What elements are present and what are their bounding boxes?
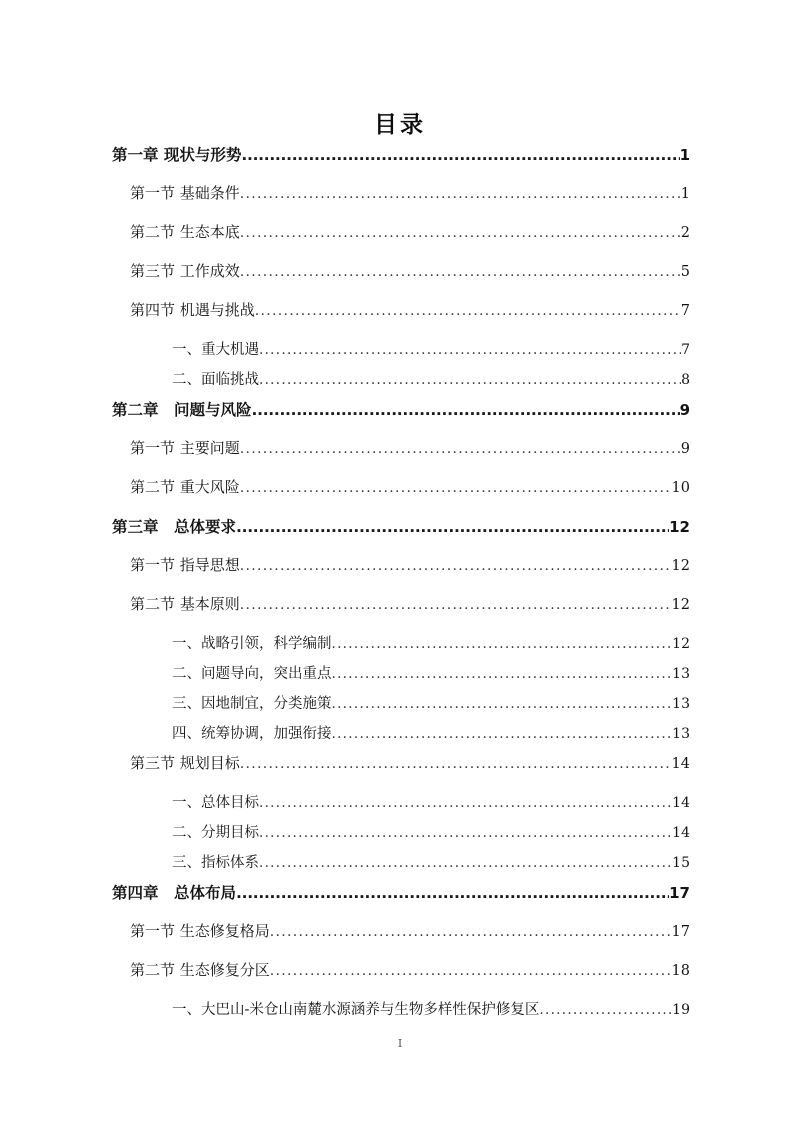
toc-dot-leader	[259, 797, 672, 812]
toc-entry-level-3[interactable]	[0, 998, 800, 1028]
toc-dot-leader	[241, 148, 679, 164]
toc-dot-leader	[236, 520, 669, 536]
toc-entry-label: 第三节 工作成效	[130, 262, 240, 280]
toc-entry-page-number: 14	[672, 825, 690, 841]
toc-entry-label: 第三章 总体要求	[112, 518, 237, 536]
toc-entry-level-2[interactable]	[0, 593, 800, 632]
toc-entry-page-number: 12	[671, 558, 690, 574]
toc-entry-page-number: 13	[672, 696, 690, 712]
toc-entry-level-2[interactable]	[0, 752, 800, 791]
toc-entry-page-number: 17	[671, 924, 690, 940]
toc-entry-level-3[interactable]	[0, 722, 800, 752]
toc-dot-leader	[240, 598, 672, 613]
toc-entry-page-number: 9	[680, 441, 690, 457]
toc-entry-label: 第二章 问题与风险	[112, 401, 252, 419]
toc-entry-level-2[interactable]	[0, 959, 800, 998]
toc-dot-leader	[259, 827, 672, 842]
toc-entry-page-number: 9	[679, 401, 690, 419]
toc-entry-page-number: 10	[671, 480, 690, 496]
toc-dot-leader	[332, 698, 673, 713]
toc-entry-label: 二、面临挑战	[172, 372, 259, 388]
toc-dot-leader	[240, 187, 681, 202]
toc-entry-level-3[interactable]	[0, 692, 800, 722]
toc-entry-level-2[interactable]	[0, 437, 800, 476]
toc-entry-level-2[interactable]	[0, 476, 800, 515]
toc-dot-leader	[259, 857, 672, 872]
toc-entry-page-number: 5	[680, 264, 690, 280]
toc-entry-label: 四、统筹协调，加强衔接	[172, 726, 332, 742]
toc-entry-page-number: 18	[671, 963, 690, 979]
toc-dot-leader	[236, 886, 669, 902]
toc-entry-page-number: 14	[671, 756, 690, 772]
toc-entry-level-2[interactable]	[0, 554, 800, 593]
toc-entry-level-3[interactable]	[0, 338, 800, 368]
toc-entry-label: 第一节 主要问题	[130, 439, 240, 457]
toc-entry-level-1[interactable]	[0, 881, 800, 920]
toc-entry-page-number: 12	[669, 518, 690, 536]
toc-entry-label: 一、战略引领，科学编制	[172, 636, 332, 652]
toc-entry-label: 第二节 基本原则	[130, 595, 240, 613]
toc-dot-leader	[332, 638, 673, 653]
toc-entry-label: 一、总体目标	[172, 795, 259, 811]
toc-dot-leader	[270, 925, 672, 940]
toc-entry-page-number: 12	[672, 636, 690, 652]
toc-entry-level-2[interactable]	[0, 260, 800, 299]
toc-entry-level-3[interactable]	[0, 368, 800, 398]
toc-dot-leader	[240, 481, 672, 496]
toc-entry-label: 第二节 重大风险	[130, 478, 240, 496]
toc-entry-level-3[interactable]	[0, 791, 800, 821]
toc-dot-leader	[240, 442, 681, 457]
toc-entry-level-2[interactable]	[0, 182, 800, 221]
toc-entry-label: 三、因地制宜，分类施策	[172, 696, 332, 712]
toc-entry-page-number: 13	[672, 666, 690, 682]
toc-dot-leader	[539, 1004, 672, 1019]
page-number-footer: I	[397, 1037, 403, 1050]
toc-entry-label: 三、指标体系	[172, 855, 259, 871]
toc-entry-level-2[interactable]	[0, 221, 800, 260]
toc-entry-page-number: 15	[672, 855, 690, 871]
toc-entry-label: 第一章 现状与形势	[112, 146, 242, 164]
toc-entry-label: 一、大巴山-米仓山南麓水源涵养与生物多样性保护修复区	[172, 1002, 540, 1018]
toc-entry-page-number: 14	[672, 795, 690, 811]
toc-entry-level-2[interactable]	[0, 920, 800, 959]
toc-entry-level-1[interactable]	[0, 398, 800, 437]
toc-entry-label: 第一节 基础条件	[130, 184, 240, 202]
toc-entry-page-number: 19	[672, 1002, 690, 1018]
toc-dot-leader	[255, 304, 681, 319]
toc-entry-level-3[interactable]	[0, 632, 800, 662]
toc-entry-level-3[interactable]	[0, 662, 800, 692]
toc-dot-leader	[240, 265, 681, 280]
toc-entry-level-3[interactable]	[0, 821, 800, 851]
toc-dot-leader	[332, 668, 673, 683]
toc-dot-leader	[270, 964, 672, 979]
toc-entry-page-number: 13	[672, 726, 690, 742]
toc-entry-page-number: 17	[669, 884, 690, 902]
toc-entry-page-number: 1	[679, 146, 690, 164]
toc-entry-label: 第四章 总体布局	[112, 884, 237, 902]
toc-entry-label: 第三节 规划目标	[130, 754, 240, 772]
toc-dot-leader	[252, 403, 680, 419]
toc-entry-level-1[interactable]	[0, 143, 800, 182]
toc-dot-leader	[259, 344, 681, 359]
toc-entry-page-number: 7	[680, 303, 690, 319]
toc-entry-level-3[interactable]	[0, 851, 800, 881]
table-of-contents	[0, 143, 800, 1028]
toc-entry-label: 第二节 生态本底	[130, 223, 240, 241]
toc-entry-page-number: 8	[681, 372, 690, 388]
toc-entry-level-2[interactable]	[0, 299, 800, 338]
toc-entry-label: 第一节 生态修复格局	[130, 922, 270, 940]
toc-entry-label: 二、分期目标	[172, 825, 259, 841]
page-title: 目录	[374, 111, 426, 138]
toc-entry-label: 第四节 机遇与挑战	[130, 301, 255, 319]
toc-dot-leader	[332, 728, 673, 743]
toc-entry-label: 第二节 生态修复分区	[130, 961, 270, 979]
toc-entry-label: 二、问题导向，突出重点	[172, 666, 332, 682]
toc-entry-label: 第一节 指导思想	[130, 556, 240, 574]
toc-entry-page-number: 7	[681, 342, 690, 358]
toc-entry-label: 一、重大机遇	[172, 342, 259, 358]
toc-dot-leader	[240, 226, 681, 241]
toc-dot-leader	[240, 757, 672, 772]
toc-entry-level-1[interactable]	[0, 515, 800, 554]
toc-entry-page-number: 12	[671, 597, 690, 613]
toc-dot-leader	[259, 374, 681, 389]
toc-entry-page-number: 2	[680, 225, 690, 241]
toc-entry-page-number: 1	[680, 186, 690, 202]
toc-dot-leader	[240, 559, 672, 574]
